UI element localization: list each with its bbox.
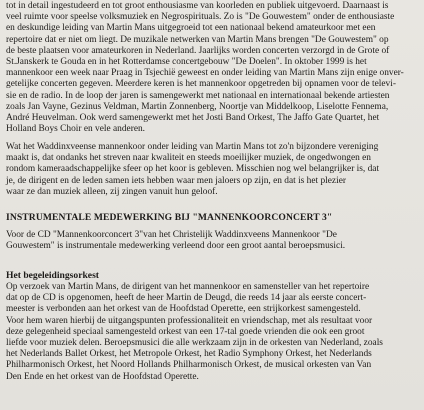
text-line: en deskundige leiding van Martin Mans uitgegroeid tot een nationaal bekend amateurkoor met een: [6, 23, 376, 34]
text-line: tot in detail ingestudeerd en tot groot enthousiasme van koorleden en publiek uitgevoerd. Daarnaast is: [6, 1, 389, 11]
text-line: Den Ende en het orkest van de Hoofdstad Operette.: [6, 371, 199, 382]
text-line: Wat het Waddinxveense mannenkoor onder leiding van Martin Mans tot zo'n bijzondere vereniging: [6, 142, 379, 152]
text-line: Voor de CD "Mannenkoorconcert 3"van het Christelijk Waddinxveens Mannenkoor "De: [6, 230, 337, 240]
section-heading-orchestra: Het begeleidingsorkest: [6, 270, 99, 281]
text-line: Holland Boys Choir en vele anderen.: [6, 124, 146, 135]
text-line: zoals Jan Vayne, Gezinus Veldman, Martin Zonnenberg, Noortje van Middelkoop, Liselotte Fennema,: [6, 101, 389, 112]
text-line: repertoire dat er niet om liegt. De muzikale netwerken van Martin Mans brengen "De Gouwestem" op: [6, 34, 389, 45]
paragraph-choir-history: [6, 1, 410, 135]
text-line: veel ruimte voor speelse volksmuziek en Negrospirituals. Zo is "De Gouwestem" onder de enthousiaste: [6, 12, 395, 23]
text-line: Philharmonisch Orkest, het Noord Hollands Philharmonisch Orkest, de musical orkesten van Van: [6, 360, 372, 371]
text-line: getelijke concerten gegeven. Meerdere keren is het mannenkoor opgetreden bij opnamen voor de televi-: [6, 79, 396, 90]
paragraph-choir-spirit: [6, 142, 410, 198]
text-line: maakt is, dat ondanks het streven naar kwaliteit en steeds moeilijker muziek, de ongedwongen en: [6, 153, 371, 164]
text-line: waar ze dan muziek alleen, zij zingen vanuit hun geloof.: [6, 186, 218, 197]
text-line: dat op de CD is opgenomen, heeft de heer Martin de Deugd, die reeds 14 jaar als eerste concert-: [6, 293, 367, 304]
text-line: St.Janskerk te Gouda en in het Rotterdamse concertgebouw "De Doelen". In oktober 1999 is het: [6, 57, 367, 68]
text-line: je, de dirigent en de leden samen iets hebben waar men jaloers op zijn, en dat is het plezier: [6, 175, 346, 186]
text-line: deze gelegenheid speciaal samengesteld orkest van een 17-tal goede vrienden die ook een groot: [6, 326, 365, 337]
section-heading-instrumental: INSTRUMENTALE MEDEWERKING BIJ "MANNENKOORCONCERT 3": [6, 212, 333, 223]
text-line: sie en de radio. In de loop der jaren is samengewerkt met nationaal en internationaal bekende artiesten: [6, 90, 390, 101]
text-line: mannenkoor een week naar Praag in Tsjechië geweest en onder leiding van Martin Mans zijn enige onver-: [6, 68, 404, 79]
paragraph-instrumental: [6, 230, 410, 252]
paragraph-orchestra: [6, 282, 410, 383]
text-line: rondom kameraadschappelijke sfeer op het koor is gebleven. Misschien nog wel belangrijker is, dat: [6, 164, 380, 175]
text-line: meester is verbonden aan het orkest van de Hoofdstad Operette, een strijkorkest samengesteld.: [6, 304, 361, 315]
text-line: Gouwestem" is instrumentale medewerking verleend door een groot aantal beroepsmusici.: [6, 241, 346, 252]
text-line: de beste plaatsen voor amateurkoren in Nederland. Jaarlijks worden concerten verzorgd in de Grote of: [6, 45, 390, 56]
text-line: liefde voor muziek delen. Beroepsmusici die alle werkzaam zijn in de orkesten van Nederland, zoals: [6, 338, 383, 349]
text-line: Op verzoek van Martin Mans, de dirigent van het mannenkoor en samensteller van het repertoire: [6, 282, 370, 292]
text-line: André Heuvelman. Ook werd samengewerkt met het Josti Band Orkest, The Jaffo Gate Quartet, het: [6, 113, 380, 124]
text-line: het Nederlands Ballet Orkest, het Metropole Orkest, het Radio Symphony Orkest, het Nederlands: [6, 349, 372, 360]
text-line: Voor hem waren hierbij de uitgangspunten professionaliteit en vriendschap, met als resultaat voor: [6, 315, 373, 326]
